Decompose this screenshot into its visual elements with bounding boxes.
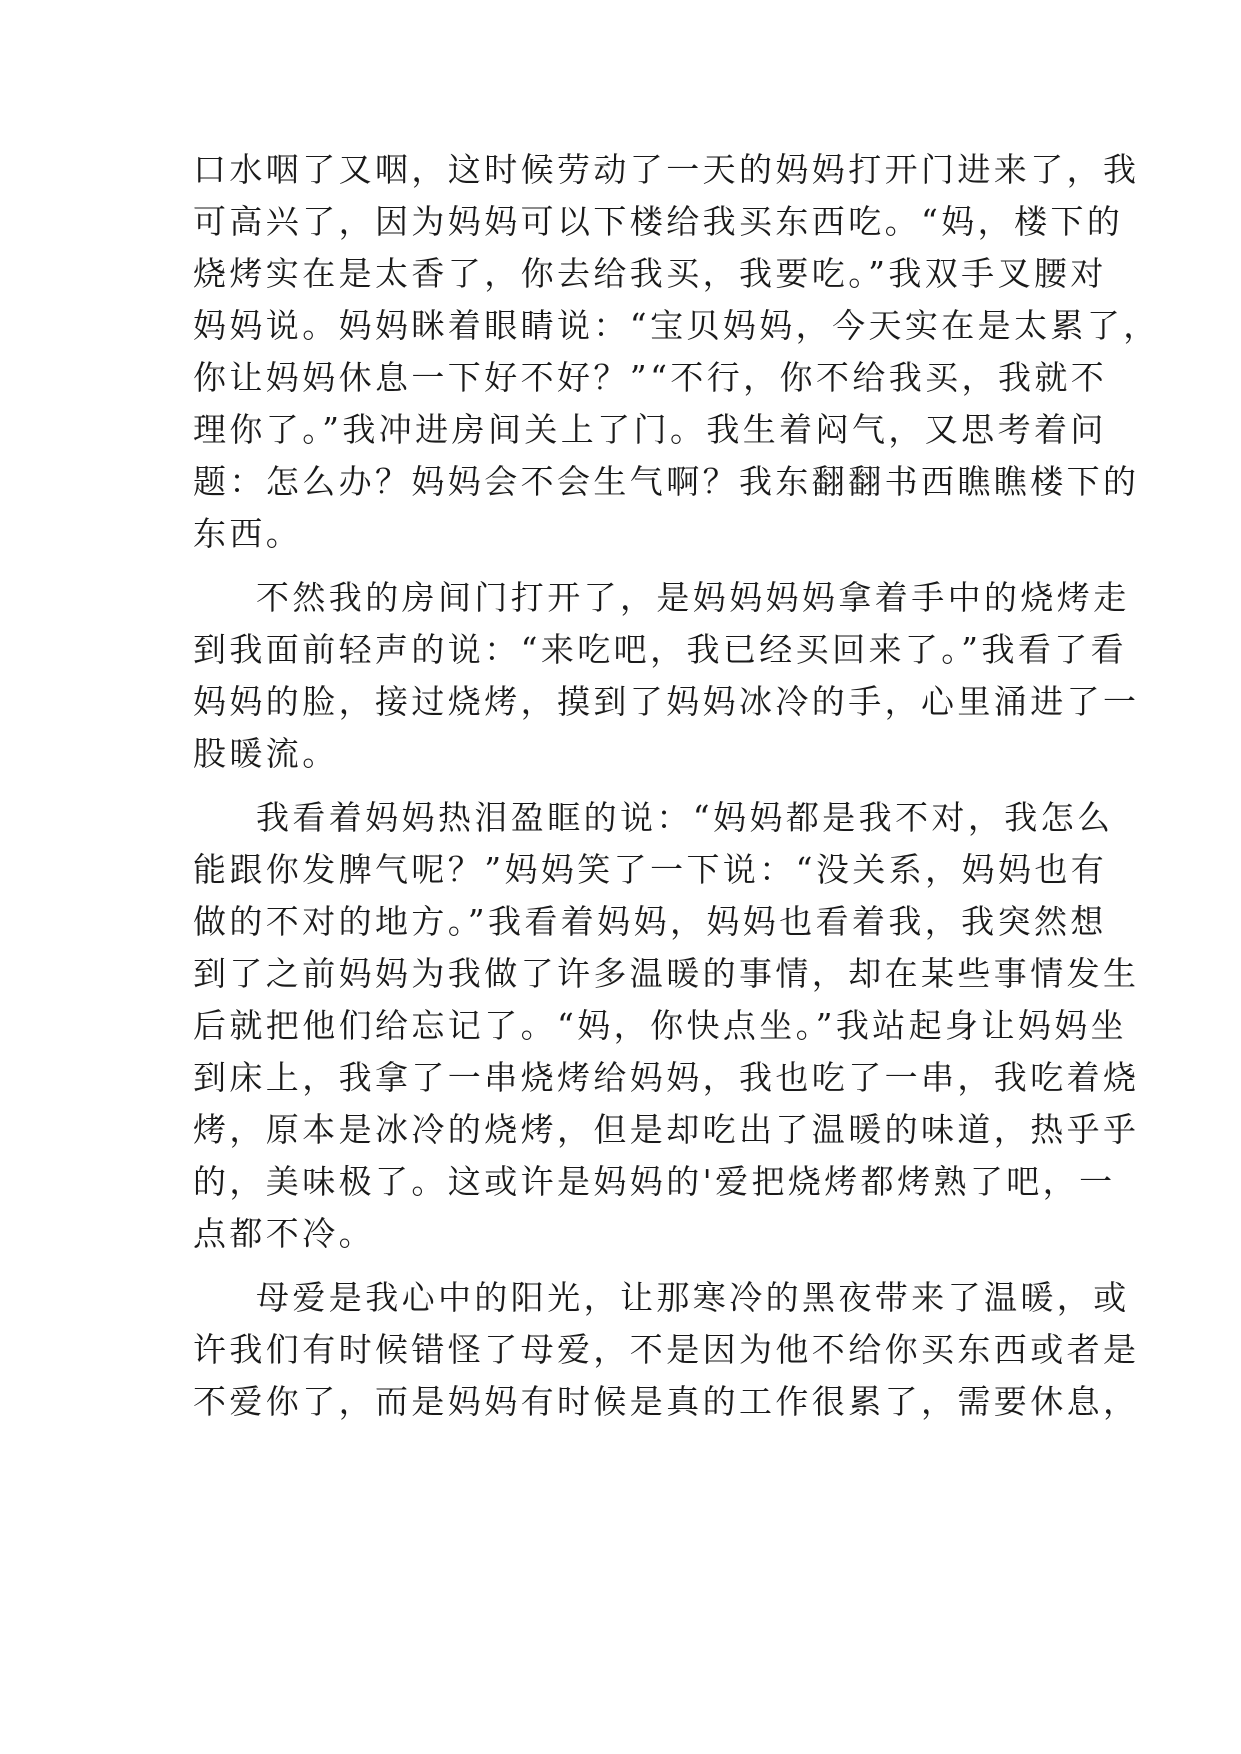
text-line: 烧烤实在是太香了，你去给我买，我要吃。”我双手叉腰对: [193, 254, 1107, 293]
text-line: 题：怎么办？妈妈会不会生气啊？我东翻翻书西瞧瞧楼下的: [193, 462, 1140, 501]
paragraph-first-line: 不然我的房间门打开了，是妈妈妈妈拿着手中的烧烤走: [256, 578, 1130, 617]
paragraph-first-line: 母爱是我心中的阳光，让那寒冷的黑夜带来了温暖，或: [256, 1278, 1130, 1317]
text-line: 做的不对的地方。”我看着妈妈，妈妈也看着我，我突然想: [193, 902, 1107, 941]
text-line: 到床上，我拿了一串烧烤给妈妈，我也吃了一串，我吃着烧: [193, 1058, 1140, 1097]
text-line: 烤，原本是冰冷的烧烤，但是却吃出了温暖的味道，热乎乎: [193, 1110, 1140, 1149]
text-line: 股暖流。: [193, 734, 339, 773]
text-line: 到了之前妈妈为我做了许多温暖的事情，却在某些事情发生: [193, 954, 1140, 993]
text-line: 点都不冷。: [193, 1214, 375, 1253]
text-line: 东西。: [193, 514, 303, 553]
text-line: 不爱你了，而是妈妈有时候是真的工作很累了，需要休息，: [193, 1382, 1140, 1421]
text-line: 妈妈的脸，接过烧烤，摸到了妈妈冰冷的手，心里涌进了一: [193, 682, 1140, 721]
text-line: 你让妈妈休息一下好不好？”“不行，你不给我买，我就不: [193, 358, 1108, 397]
text-line: 许我们有时候错怪了母爱，不是因为他不给你买东西或者是: [193, 1330, 1140, 1369]
text-line: 妈妈说。妈妈眯着眼睛说：“宝贝妈妈，今天实在是太累了，: [193, 306, 1160, 345]
text-line: 后就把他们给忘记了。“妈，你快点坐。”我站起身让妈妈坐: [193, 1006, 1128, 1045]
paragraph-first-line: 我看着妈妈热泪盈眶的说：“妈妈都是我不对，我怎么: [256, 798, 1114, 837]
text-line: 到我面前轻声的说：“来吃吧，我已经买回来了。”我看了看: [193, 630, 1128, 669]
text-line: 可高兴了，因为妈妈可以下楼给我买东西吃。“妈，楼下的: [193, 202, 1124, 241]
text-line: 的，美味极了。这或许是妈妈的'爱把烧烤都烤熟了吧，一: [193, 1162, 1116, 1201]
text-line: 口水咽了又咽，这时候劳动了一天的妈妈打开门进来了，我: [193, 150, 1140, 189]
text-line: 能跟你发脾气呢？”妈妈笑了一下说：“没关系，妈妈也有: [193, 850, 1108, 889]
text-line: 理你了。”我冲进房间关上了门。我生着闷气，又思考着问: [193, 410, 1107, 449]
